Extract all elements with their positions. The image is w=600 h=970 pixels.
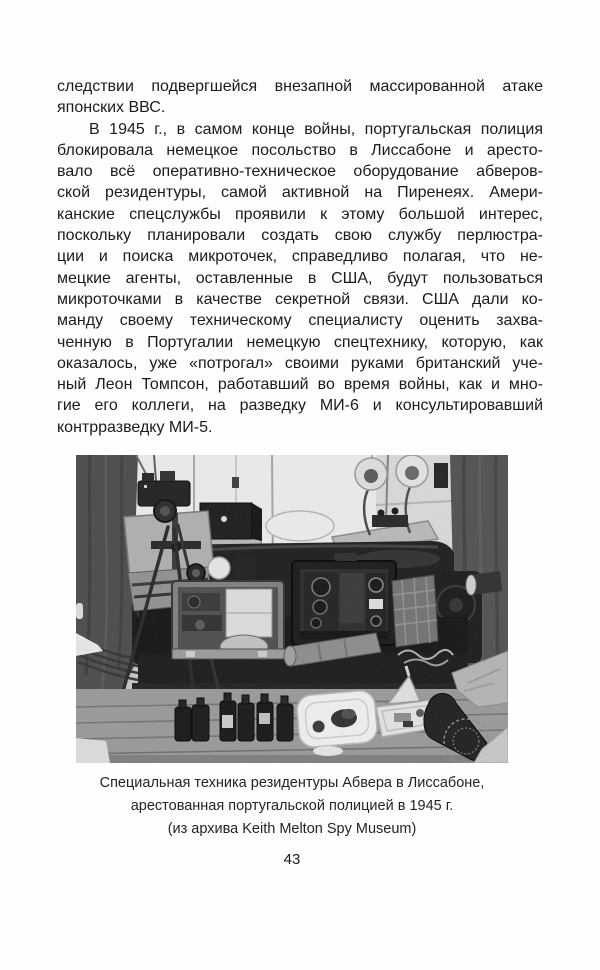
text-line: канские спецслужбы проявили к этому большой интерес,: [57, 205, 543, 223]
text-line: блокировала немецкое посольство в Лиссабоне и аресто-: [57, 141, 543, 159]
text-line: ской резидентуры, самой активной на Пиренеях. Амери-: [57, 184, 543, 202]
caption-line: (из архива Keith Melton Spy Museum): [167, 821, 417, 837]
photograph: [76, 455, 508, 763]
text-line: японских ВВС.: [57, 99, 166, 117]
text-line: следствии подвергшейся внезапной массированной атаке: [57, 78, 543, 95]
text-line: микроточками в качестве секретной связи. США дали ко-: [57, 290, 543, 308]
text-line: вало всё оперативно-техническое оборудование абверов-: [57, 163, 543, 181]
page-number: 43: [283, 851, 301, 868]
text-line: оказалось, уже «потрогал» своими руками британский уче-: [57, 354, 543, 372]
text-line: контрразведку МИ-5.: [57, 418, 213, 436]
body-text: [57, 76, 543, 438]
text-line: ный Леон Томпсон, работавший во время войны, как и мно-: [57, 376, 543, 394]
text-line: мецкие агенты, оставленные в США, будут пользоваться: [57, 269, 543, 287]
grain-overlay: [76, 455, 508, 763]
caption-line: Специальная техника резидентуры Абвера в Лиссабоне,: [99, 775, 485, 791]
text-line: манду своему техническому специалисту оценить захва-: [57, 312, 543, 330]
caption-line: арестованная португальской полицией в 1945 г.: [130, 798, 454, 814]
text-line: ченную в Португалии немецкую спецтехнику, которую, как: [57, 333, 543, 351]
text-line: поскольку планировали создать свою службу перлюстра-: [57, 227, 543, 245]
text-line: ции и поиска микроточек, справедливо полагая, что не-: [57, 248, 543, 266]
photo-caption: [76, 772, 508, 841]
text-line: гие его коллеги, на разведку МИ-6 и консультировавший: [57, 397, 543, 415]
text-line: В 1945 г., в самом конце войны, португальская полиция: [89, 120, 543, 138]
